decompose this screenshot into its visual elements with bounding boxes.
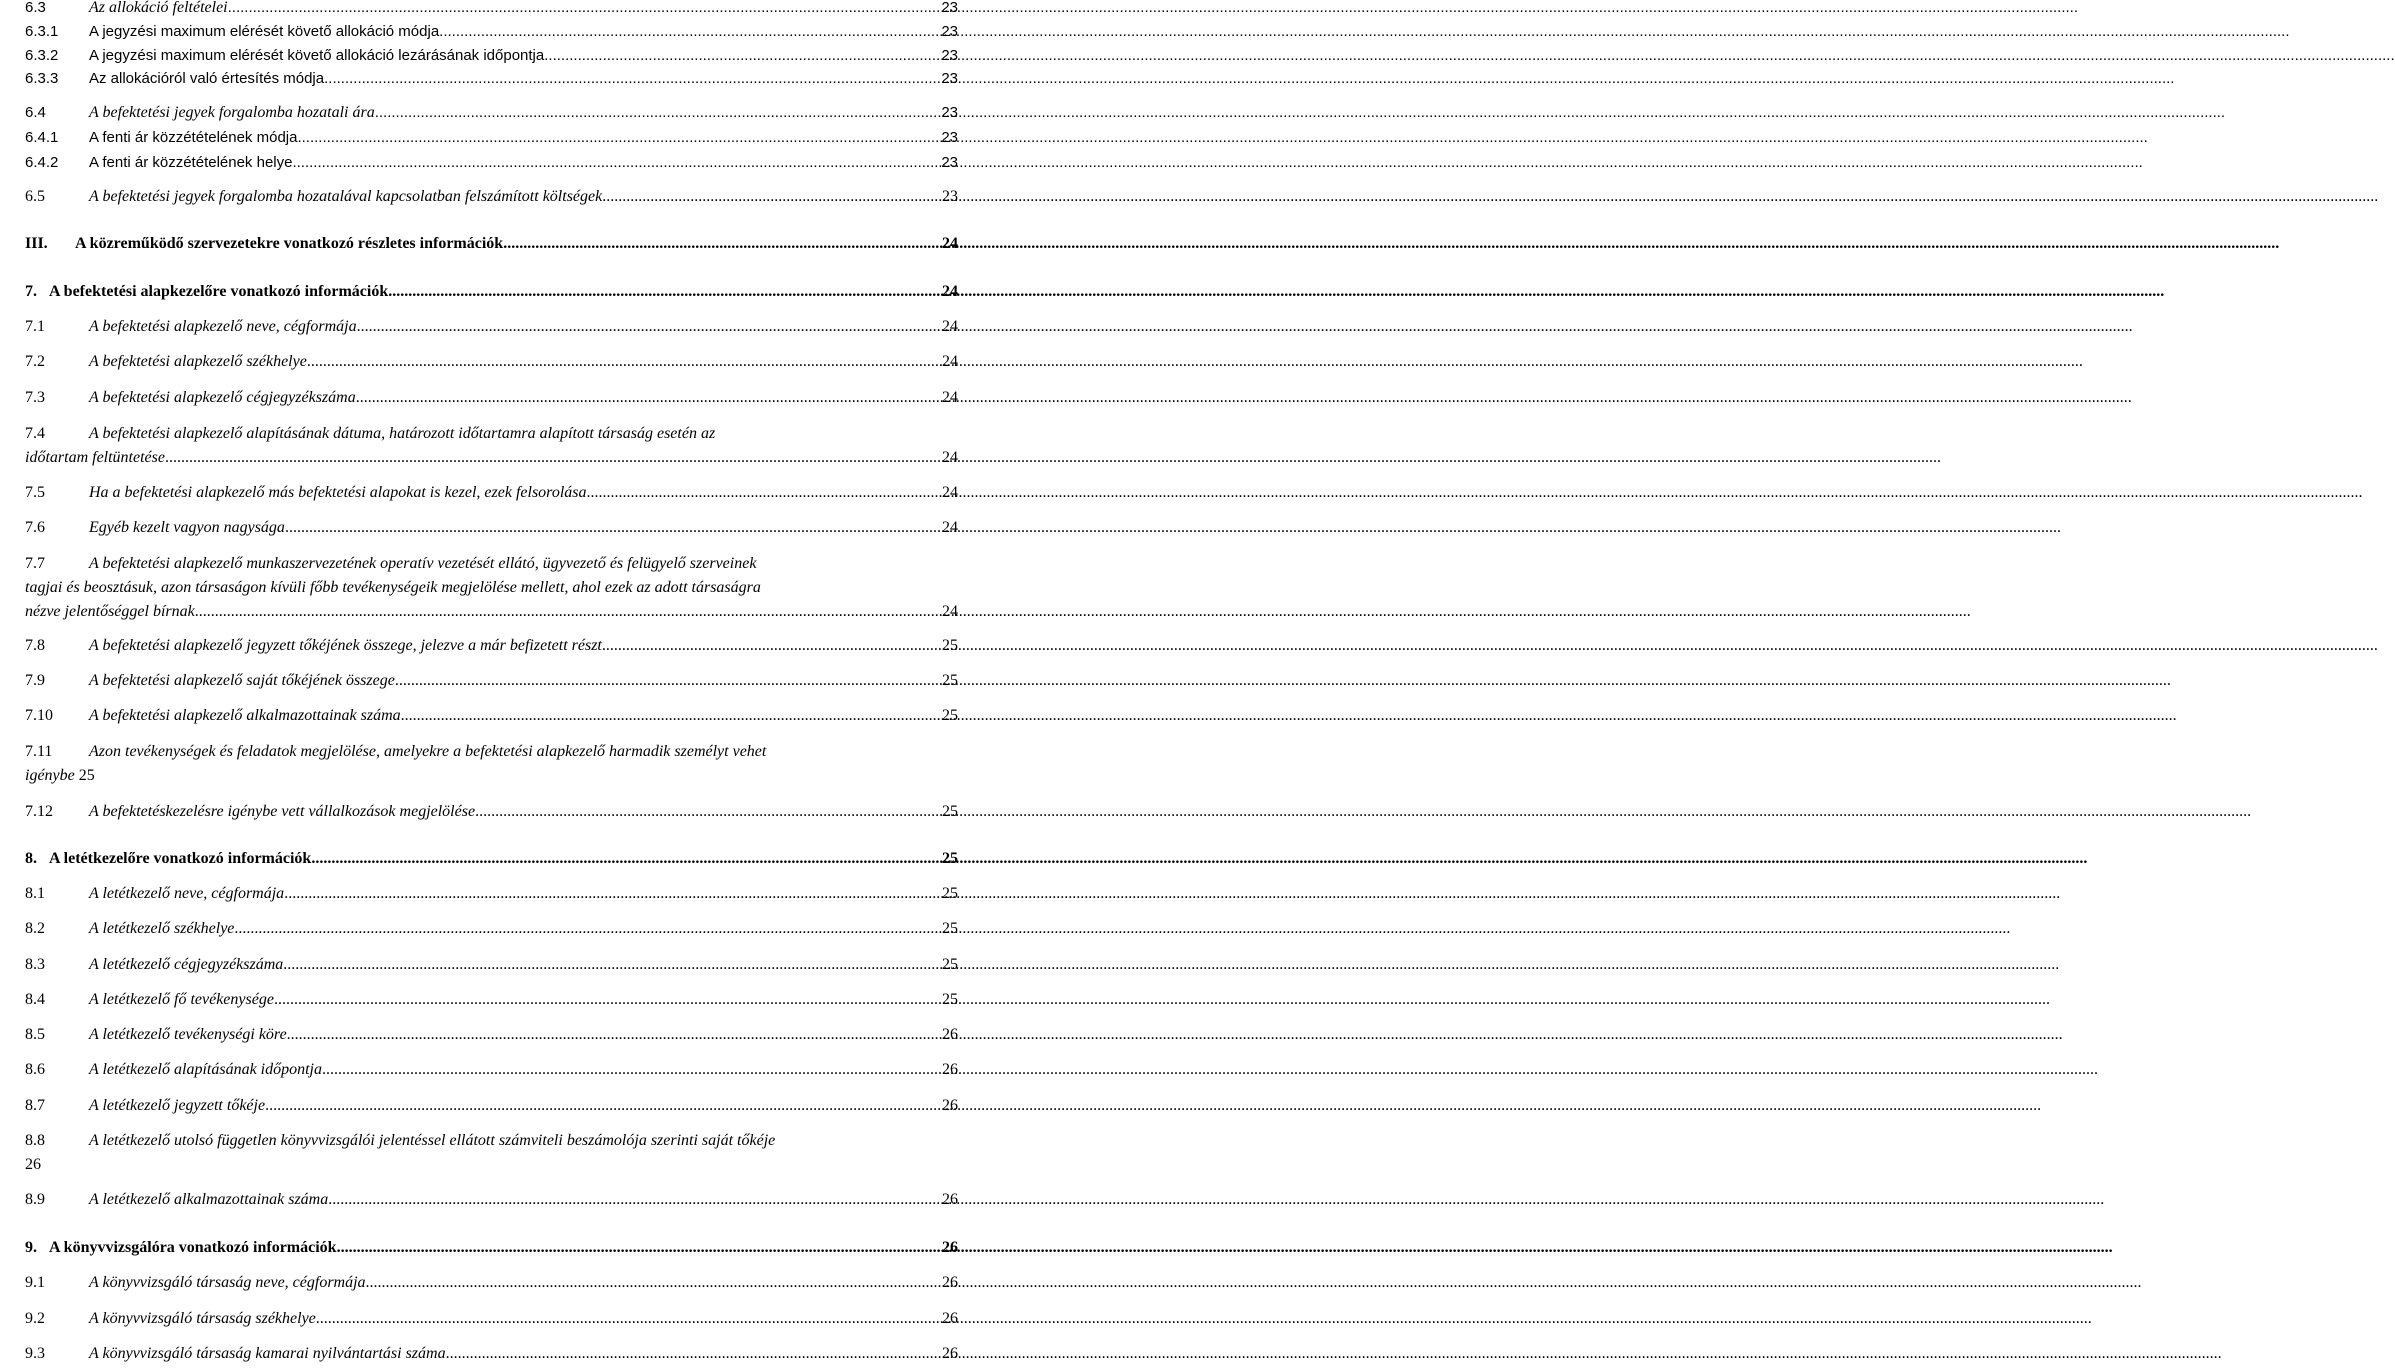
- toc-title: A letétkezelő tevékenységi köre: [89, 1026, 287, 1043]
- toc-title: A befektetési alapkezelő neve, cégformája: [89, 318, 357, 335]
- toc-leader: [602, 634, 941, 658]
- toc-page-number: 24: [942, 484, 958, 501]
- toc-entry[interactable]: [25, 740, 958, 788]
- toc-entry[interactable]: [25, 232, 958, 256]
- toc-leader: [395, 669, 941, 693]
- toc-leader: [274, 988, 941, 1012]
- toc-leader: [285, 516, 941, 540]
- toc-page-number: 24: [942, 318, 958, 335]
- toc-entry[interactable]: [25, 516, 958, 540]
- toc-page-number: 26: [25, 1156, 41, 1173]
- toc-number: 9.: [25, 1239, 37, 1256]
- toc-page-number: 24: [942, 283, 958, 300]
- toc-leader: [165, 446, 941, 470]
- toc-number: 7.6: [25, 519, 45, 536]
- toc-title: A letétkezelőre vonatkozó információk: [49, 850, 312, 867]
- toc-page-number: 26: [942, 1097, 958, 1114]
- toc-entry[interactable]: [25, 1129, 958, 1177]
- toc-leader: [602, 185, 941, 209]
- toc-entry[interactable]: [25, 669, 958, 693]
- toc-page-number: 24: [942, 235, 958, 252]
- toc-page-number: 26: [942, 1191, 958, 1208]
- toc-title: A fenti ár közzétételének módja: [89, 129, 298, 146]
- toc-title: A könyvvizsgáló társaság neve, cégformája: [89, 1274, 366, 1291]
- toc-entry[interactable]: [25, 800, 958, 824]
- toc-title: A befektetési alapkezelő saját tőkéjének összege: [89, 672, 395, 689]
- toc-page-number: 25: [942, 672, 958, 689]
- toc-entry[interactable]: [25, 917, 958, 941]
- toc-entry[interactable]: [25, 1188, 958, 1212]
- toc-page-number: 25: [942, 850, 958, 867]
- toc-leader: [234, 917, 941, 941]
- toc-page-number: 25: [942, 920, 958, 937]
- toc-page-number: 26: [942, 1061, 958, 1078]
- toc-title: A letétkezelő székhelye: [89, 920, 235, 937]
- toc-entry[interactable]: [25, 350, 958, 374]
- toc-entry[interactable]: [25, 20, 958, 44]
- toc-number: 8.: [25, 850, 37, 867]
- toc-entry[interactable]: [25, 126, 958, 150]
- toc-entry[interactable]: [25, 1307, 958, 1331]
- toc-number: 6.3.2: [25, 47, 59, 64]
- toc-title: A letétkezelő utolsó független könyvvizsgálói jelentéssel ellátott számviteli beszámolója szerinti saját tőkéje: [89, 1132, 776, 1149]
- toc-title: A letétkezelő jegyzett tőkéje: [89, 1097, 266, 1114]
- toc-page-number: 23: [941, 104, 958, 121]
- toc-title: A letétkezelő neve, cégformája: [89, 885, 285, 902]
- toc-entry[interactable]: [25, 1271, 958, 1295]
- toc-page-number: 26: [942, 1274, 958, 1291]
- toc-number: 7.5: [25, 484, 45, 501]
- toc-entry[interactable]: [25, 185, 958, 209]
- toc-number: 8.2: [25, 920, 45, 937]
- toc-entry[interactable]: [25, 280, 958, 304]
- toc-number: 7.11: [25, 743, 53, 760]
- toc-page-number: 25: [942, 956, 958, 973]
- toc-page-number: 26: [942, 1310, 958, 1327]
- toc-title: A befektetési alapkezelő alapításának dátuma, határozott időtartamra alapított társaság esetén az: [89, 425, 716, 442]
- toc-page-number: 26: [942, 1239, 958, 1256]
- toc-leader: [195, 600, 941, 624]
- toc-page-number: 25: [942, 637, 958, 654]
- toc-entry[interactable]: [25, 552, 958, 624]
- toc-entry[interactable]: [25, 634, 958, 658]
- toc-leader: [544, 44, 940, 68]
- toc-leader: [586, 481, 941, 505]
- toc-title-continued: igénybe: [25, 767, 75, 784]
- toc-number: 9.2: [25, 1310, 45, 1327]
- toc-page-number: 25: [942, 885, 958, 902]
- toc-number: 8.3: [25, 956, 45, 973]
- toc-page-number: 23: [941, 0, 958, 16]
- toc-entry[interactable]: [25, 1236, 958, 1260]
- toc-entry[interactable]: [25, 1058, 958, 1082]
- toc-leader: [292, 151, 940, 175]
- toc-page-number: 23: [941, 23, 958, 40]
- toc-number: 7.3: [25, 389, 45, 406]
- toc-entry[interactable]: [25, 44, 958, 68]
- toc-leader: [324, 67, 940, 91]
- toc-title: A könyvvizsgáló társaság székhelye: [89, 1310, 316, 1327]
- toc-number: 8.5: [25, 1026, 45, 1043]
- toc-page-number: 24: [942, 519, 958, 536]
- toc-number: 6.4.2: [25, 154, 59, 171]
- toc-title: A befektetéskezelésre igénybe vett vállalkozások megjelölése: [89, 803, 476, 820]
- toc-number: 6.4.1: [25, 129, 59, 146]
- toc-number: 6.4: [25, 104, 46, 121]
- toc-number: 7.2: [25, 353, 45, 370]
- toc-page-number: 23: [941, 70, 958, 87]
- toc-number: 8.7: [25, 1097, 45, 1114]
- toc-entry[interactable]: [25, 1094, 958, 1118]
- toc-title: A letétkezelő cégjegyzékszáma: [89, 956, 284, 973]
- toc-number: 7.7: [25, 555, 45, 572]
- toc-number: 8.9: [25, 1191, 45, 1208]
- toc-page-number: 25: [942, 707, 958, 724]
- toc-number: 6.3: [25, 0, 46, 16]
- toc-title: A befektetési alapkezelő székhelye: [89, 353, 307, 370]
- toc-number: 8.1: [25, 885, 45, 902]
- toc-leader: [284, 882, 941, 906]
- toc-title: A közreműködő szervezetekre vonatkozó részletes információk: [75, 235, 504, 252]
- toc-number: 6.3.3: [25, 70, 59, 87]
- toc-leader: [357, 315, 941, 339]
- toc-page-number: 23: [941, 154, 958, 171]
- toc-leader: [446, 1342, 941, 1366]
- toc-number: 8.8: [25, 1132, 45, 1149]
- toc-entry[interactable]: [25, 1342, 958, 1366]
- toc-number: 7.9: [25, 672, 45, 689]
- toc-title: A letétkezelő fő tevékenysége: [89, 991, 274, 1008]
- toc-title: A jegyzési maximum elérését követő allokáció módja: [89, 23, 440, 40]
- toc-entry[interactable]: [25, 151, 958, 175]
- toc-leader: [311, 847, 941, 871]
- toc-entry[interactable]: [25, 386, 958, 410]
- toc-title: A letétkezelő alapításának időpontja: [89, 1061, 322, 1078]
- toc-page-number: 25: [942, 803, 958, 820]
- toc-leader: [265, 1094, 941, 1118]
- toc-number: 6.3.1: [25, 23, 59, 40]
- toc-title: A befektetési alapkezelő cégjegyzékszáma: [89, 389, 356, 406]
- toc-title-continued: tagjai és beosztásuk, azon társaságon kívüli főbb tevékenységeik megjelölése mellett, ahol ezek az adott társaságra: [25, 579, 761, 596]
- toc-title: A könyvvizsgálóra vonatkozó információk: [49, 1239, 337, 1256]
- toc-page-number: 23: [941, 47, 958, 64]
- toc-number: 7.10: [25, 707, 53, 724]
- toc-title: Egyéb kezelt vagyon nagysága: [89, 519, 285, 536]
- toc-leader: [316, 1307, 941, 1331]
- toc-title: Az allokáció feltételei: [89, 0, 228, 16]
- toc-leader: [322, 1058, 941, 1082]
- toc-leader: [388, 280, 941, 304]
- toc-title: A befektetési alapkezelő jegyzett tőkéjének összege, jelezve a már befizetett részt: [89, 637, 602, 654]
- toc-leader: [401, 704, 941, 728]
- toc-entry[interactable]: [25, 67, 958, 91]
- toc-number: 7.1: [25, 318, 45, 335]
- toc-title: A jegyzési maximum elérését követő allokáció lezárásának időpontja: [89, 47, 545, 64]
- toc-entry[interactable]: [25, 481, 958, 505]
- toc-title: A letétkezelő alkalmazottainak száma: [89, 1191, 329, 1208]
- toc-leader: [328, 1188, 941, 1212]
- toc-number: 9.1: [25, 1274, 45, 1291]
- toc-page-number: 25: [942, 991, 958, 1008]
- toc-entry[interactable]: [25, 847, 958, 871]
- toc-title: A befektetési jegyek forgalomba hozatalával kapcsolatban felszámított költségek: [89, 188, 603, 205]
- toc-title: A befektetési alapkezelőre vonatkozó információk: [49, 283, 389, 300]
- toc-page-number: 23: [942, 188, 958, 205]
- toc-number: 7.8: [25, 637, 45, 654]
- toc-page-number: 24: [942, 353, 958, 370]
- toc-leader: [503, 232, 941, 256]
- toc-page-number: 24: [942, 603, 958, 620]
- toc-title: A befektetési jegyek forgalomba hozatali ára: [89, 104, 375, 121]
- toc-number: 9.3: [25, 1345, 45, 1362]
- toc-number: 8.6: [25, 1061, 45, 1078]
- toc-number: III.: [25, 235, 48, 252]
- toc-leader: [439, 20, 940, 44]
- toc-title-continued: nézve jelentőséggel bírnak: [25, 603, 195, 620]
- toc-number: 7.12: [25, 803, 53, 820]
- toc-leader: [297, 126, 940, 150]
- toc-leader: [356, 386, 941, 410]
- toc-entry[interactable]: [25, 315, 958, 339]
- toc-leader: [307, 350, 941, 374]
- toc-entry[interactable]: [25, 1023, 958, 1047]
- toc-entry[interactable]: [25, 422, 958, 470]
- toc-entry[interactable]: [25, 704, 958, 728]
- toc-leader: [337, 1236, 941, 1260]
- toc-title: Az allokációról való értesítés módja: [89, 70, 325, 87]
- toc-title-continued: időtartam feltüntetése: [25, 449, 165, 466]
- toc-entry[interactable]: [25, 101, 958, 125]
- toc-entry[interactable]: [25, 0, 958, 20]
- toc-entry[interactable]: [25, 882, 958, 906]
- toc-leader: [228, 0, 941, 20]
- toc-page-number: 24: [942, 389, 958, 406]
- toc-title: A fenti ár közzétételének helye: [89, 154, 293, 171]
- toc-title: Ha a befektetési alapkezelő más befektetési alapokat is kezel, ezek felsorolása: [89, 484, 587, 501]
- toc-page-number: 24: [942, 449, 958, 466]
- toc-leader: [375, 101, 941, 125]
- toc-title: Azon tevékenységek és feladatok megjelölése, amelyekre a befektetési alapkezelő harmadik személyt vehet: [89, 743, 767, 760]
- toc-page-number: 23: [941, 129, 958, 146]
- toc-number: 8.4: [25, 991, 45, 1008]
- toc-entry[interactable]: [25, 988, 958, 1012]
- toc-leader: [366, 1271, 941, 1295]
- toc-title: A könyvvizsgáló társaság kamarai nyilvántartási száma: [89, 1345, 446, 1362]
- toc-page-number: 26: [942, 1026, 958, 1043]
- toc-number: 6.5: [25, 188, 45, 205]
- toc-title: A befektetési alapkezelő munkaszervezetének operatív vezetését ellátó, ügyvezető és felügyelő szerveinek: [89, 555, 757, 572]
- toc-number: 7.: [25, 283, 37, 300]
- toc-number: 7.4: [25, 425, 45, 442]
- toc-page-number: 26: [942, 1345, 958, 1362]
- toc-leader: [287, 1023, 941, 1047]
- toc-leader: [283, 953, 941, 977]
- toc-page-number: 25: [78, 767, 95, 784]
- toc-leader: [475, 800, 941, 824]
- toc-entry[interactable]: [25, 953, 958, 977]
- toc-title: A befektetési alapkezelő alkalmazottainak száma: [89, 707, 401, 724]
